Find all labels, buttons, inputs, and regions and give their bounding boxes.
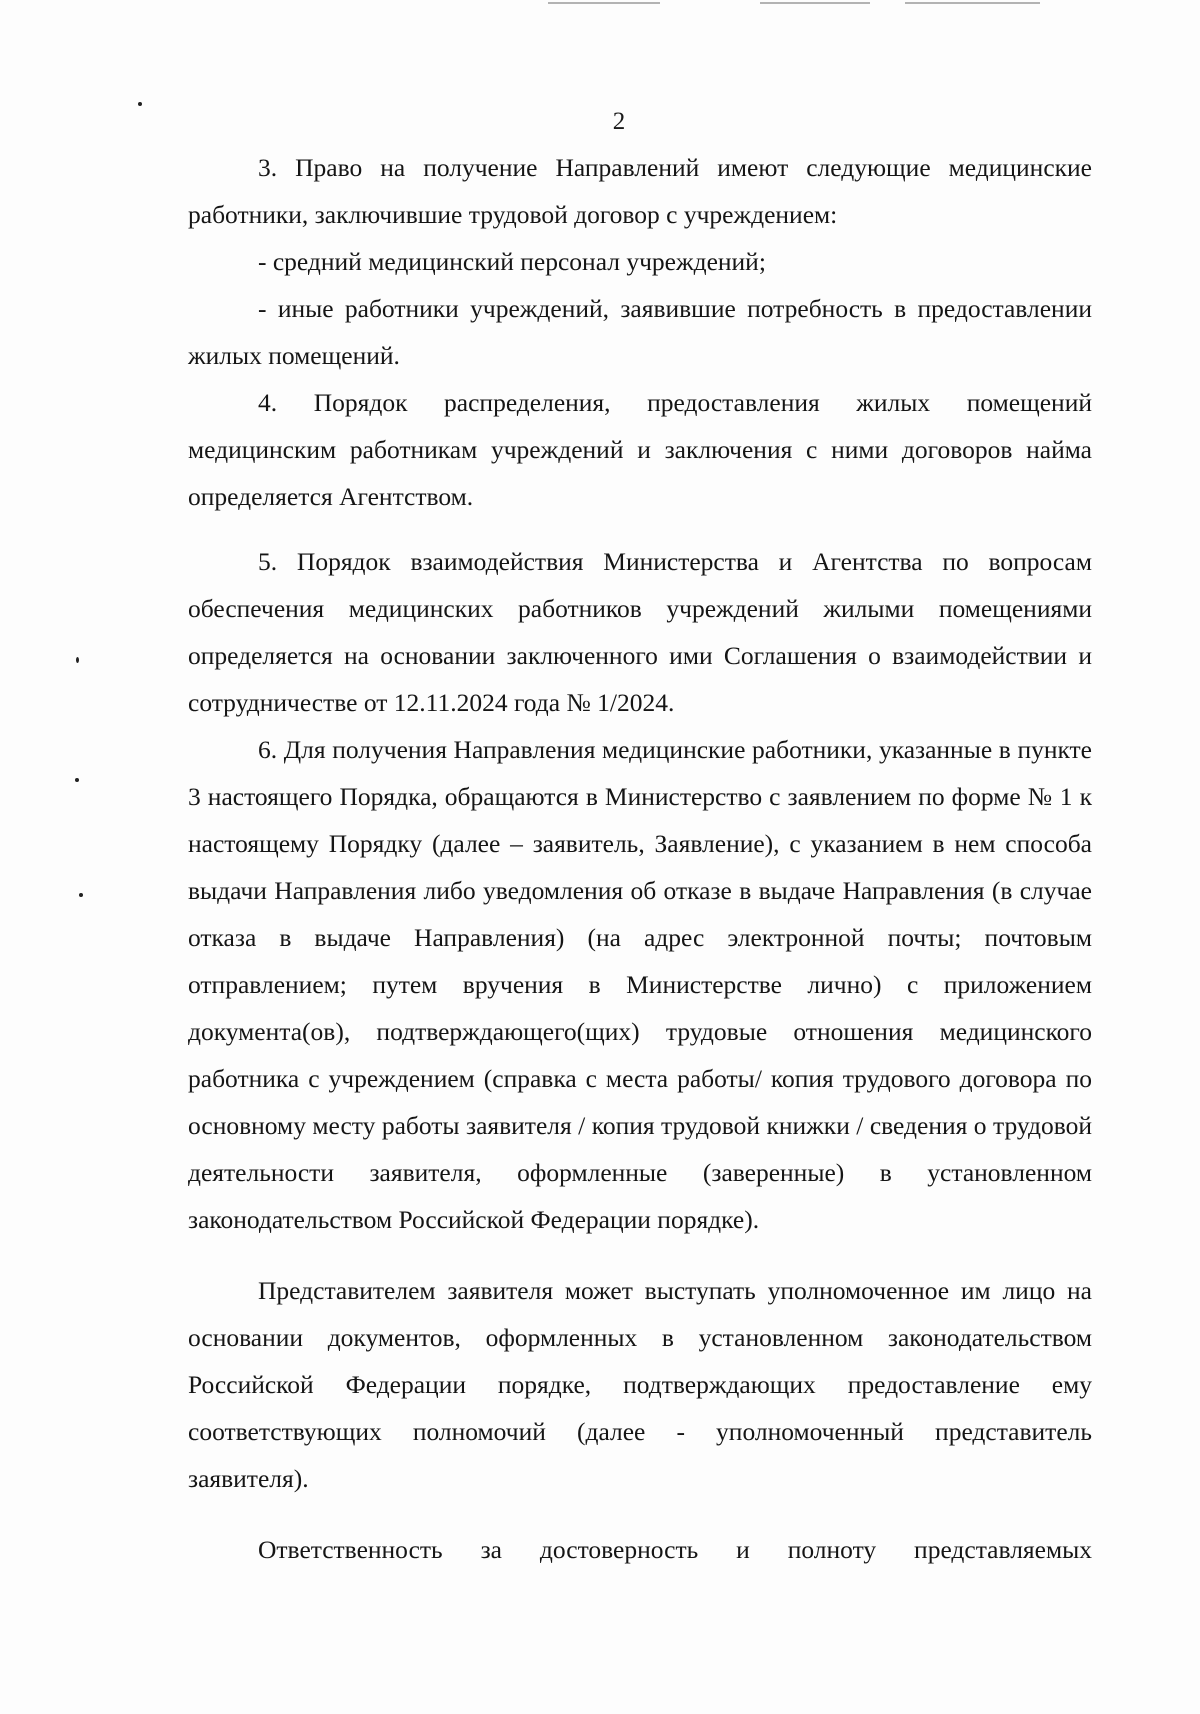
- paragraph-responsibility: Ответственность за достоверность и полноту представляемых: [258, 1535, 1092, 1564]
- paragraph-item-4: 4. Порядок распределения, предоставления жилых помещений медицинским работникам учреждений и заключения с ними договоров найма определяется Агентством.: [188, 388, 1092, 511]
- scan-speck: [76, 657, 79, 663]
- list-item-nursing-staff: - средний медицинский персонал учреждений;: [258, 247, 766, 276]
- scan-speck: [138, 102, 142, 106]
- document-body: [188, 144, 1092, 1573]
- scan-artifact-line: [548, 2, 660, 4]
- paragraph-item-5: 5. Порядок взаимодействия Министерства и Агентства по вопросам обеспечения медицинских работников учреждений жилыми помещениями определяется на основании заключенного ими Соглашения о взаимодействии и сотрудничестве от 12.11.2024 года № 1/2024.: [188, 547, 1092, 717]
- scan-speck: [79, 893, 83, 897]
- paragraph-item-3: 3. Право на получение Направлений имеют следующие медицинские работники, заключившие трудовой договор с учреждением:: [188, 153, 1092, 229]
- scan-artifact-line: [905, 2, 1040, 4]
- list-item-other-staff: - иные работники учреждений, заявившие потребность в предоставлении жилых помещений.: [188, 294, 1092, 370]
- page-number: 2: [612, 108, 626, 135]
- paragraph-item-6: 6. Для получения Направления медицинские работники, указанные в пункте 3 настоящего Порядка, обращаются в Министерство с заявлением по форме № 1 к настоящему Порядку (далее – заявитель, Заявление), с указанием в нем способа выдачи Направления либо уведомления об отказе в выдаче Направления (в случае отказа в выдаче Направления) (на адрес электронной почты; почтовым отправлением; путем вручения в Министерстве лично) с приложением документа(ов), подтверждающего(щих) трудовые отношения медицинского работника с учреждением (справка с места работы/ копия трудового договора по основному месту работы заявителя / копия трудовой книжки / сведения о трудовой деятельности заявителя, оформленные (заверенные) в установленном законодательством Российской Федерации порядке).: [188, 735, 1092, 1234]
- paragraph-representative: Представителем заявителя может выступать уполномоченное им лицо на основании документов, оформленных в установленном законодательством Российской Федерации порядке, подтверждающих предоставление ему соответствующих полномочий (далее - уполномоченный представитель заявителя).: [188, 1276, 1092, 1493]
- scan-speck: [75, 778, 79, 782]
- scan-artifact-line: [760, 2, 870, 4]
